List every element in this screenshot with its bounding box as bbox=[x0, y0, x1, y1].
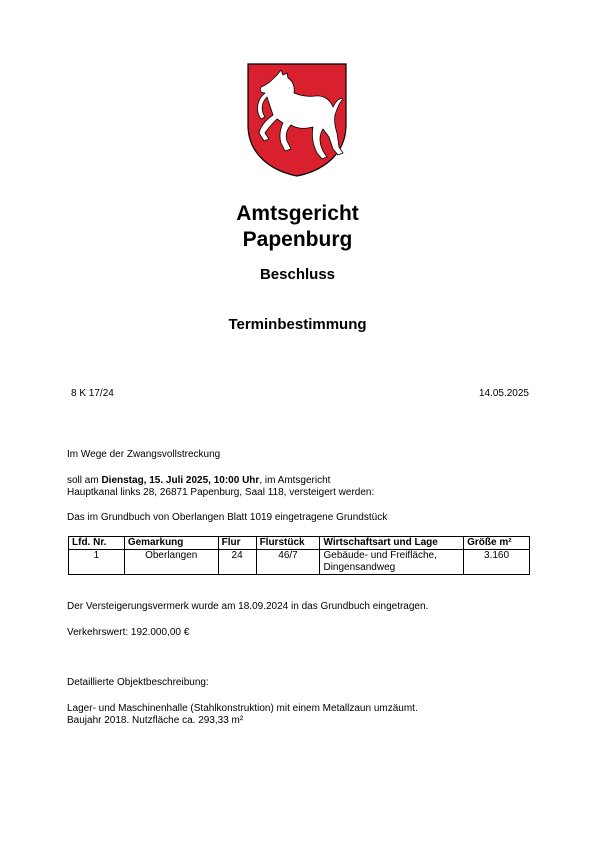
cell-gemarkung: Oberlangen bbox=[124, 550, 218, 575]
register-note: Der Versteigerungsvermerk wurde am 18.09.2024 in das Grundbuch eingetragen. bbox=[67, 601, 429, 612]
court-name-line-2: Papenburg bbox=[242, 228, 353, 251]
court-name-line-1: Amtsgericht bbox=[236, 202, 359, 225]
header-groesse: Größe m² bbox=[464, 537, 530, 550]
land-register-text: Das im Grundbuch von Oberlangen Blatt 1019 eingetragene Grundstück bbox=[67, 512, 388, 523]
intro-text: Im Wege der Zwangsvollstreckung bbox=[67, 449, 221, 460]
auction-date-prefix: soll am bbox=[67, 475, 102, 486]
cell-wirtschaftsart: Gebäude- und Freifläche, Dingensandweg bbox=[320, 550, 464, 575]
coat-of-arms-icon bbox=[247, 63, 347, 177]
header-flur: Flur bbox=[218, 537, 256, 550]
market-value: Verkehrswert: 192.000,00 € bbox=[67, 627, 190, 638]
auction-date-suffix: , im Amtsgericht bbox=[259, 475, 331, 486]
object-description-line-2: Baujahr 2018. Nutzfläche ca. 293,33 m² bbox=[67, 715, 244, 726]
cell-lfd-nr: 1 bbox=[69, 550, 125, 575]
header-lfd-nr: Lfd. Nr. bbox=[69, 537, 125, 550]
auction-location: Hauptkanal links 28, 26871 Papenburg, Saal 118, versteigert werden: bbox=[67, 487, 375, 498]
auction-date: Dienstag, 15. Juli 2025, 10:00 Uhr bbox=[101, 475, 260, 486]
document-title: Terminbestimmung bbox=[228, 316, 367, 333]
property-table bbox=[68, 536, 530, 575]
object-description-heading: Detaillierte Objektbeschreibung: bbox=[67, 677, 209, 688]
auction-date-line bbox=[67, 475, 330, 487]
header-gemarkung: Gemarkung bbox=[124, 537, 218, 550]
case-number: 8 K 17/24 bbox=[71, 388, 114, 399]
cell-flurstueck: 46/7 bbox=[256, 550, 320, 575]
cell-groesse: 3.160 bbox=[464, 550, 530, 575]
document-type-heading: Beschluss bbox=[259, 266, 336, 283]
header-flurstueck: Flurstück bbox=[256, 537, 320, 550]
table-row bbox=[69, 550, 530, 575]
table-header-row bbox=[69, 537, 530, 550]
document-date: 14.05.2025 bbox=[478, 388, 529, 399]
object-description-line-1: Lager- und Maschinenhalle (Stahlkonstruktion) mit einem Metallzaun umzäumt. bbox=[67, 703, 418, 714]
cell-flur: 24 bbox=[218, 550, 256, 575]
header-wirtschaftsart: Wirtschaftsart und Lage bbox=[320, 537, 464, 550]
